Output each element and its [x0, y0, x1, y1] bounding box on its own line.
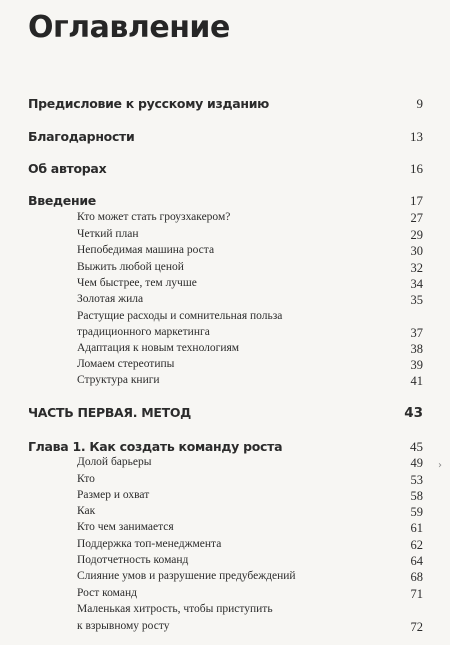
toc-entry-label: Кто может стать гроузхакером?: [77, 211, 231, 223]
toc-entry-label: Маленькая хитрость, чтобы приступить: [77, 603, 273, 615]
toc-entry-page: 58: [410, 489, 423, 503]
toc-entry-page: 17: [410, 193, 423, 208]
toc-entry-label: Кто чем занимается: [77, 521, 174, 533]
toc-entry-page: 62: [410, 538, 423, 552]
page-title: Оглавление: [28, 10, 230, 45]
toc-entry-acknowledgements: [0, 129, 450, 149]
toc-entry-page: 30: [410, 244, 423, 258]
toc-entry-page: 41: [410, 374, 423, 388]
toc-entry-label: Непобедимая машина роста: [77, 244, 215, 256]
toc-entry-page: 43: [404, 405, 423, 421]
toc-entry-page: 32: [410, 261, 423, 275]
toc-entry-page: 68: [410, 570, 423, 584]
toc-subentry: [0, 374, 450, 394]
toc-entry-page: 72: [410, 620, 423, 634]
toc-entry-label: Благодарности: [28, 129, 135, 144]
toc-entry-page: 29: [410, 228, 423, 242]
toc-entry-label: Подотчетность команд: [77, 554, 189, 566]
toc-entry-page: 35: [410, 293, 423, 307]
toc-entry-label: Долой барьеры: [77, 456, 152, 468]
toc-entry-label: Золотая жила: [77, 293, 144, 305]
toc-entry-label: Выжить любой ценой: [77, 261, 184, 273]
toc-entry-page: 64: [410, 554, 423, 568]
toc-entry-label: Поддержка топ-менеджмента: [77, 538, 222, 550]
toc-part-heading: [0, 405, 450, 425]
toc-entry-page: 39: [410, 358, 423, 372]
toc-entry-label: Предисловие к русскому изданию: [28, 96, 270, 111]
toc-entry-page: 38: [410, 342, 423, 356]
toc-entry-authors: [0, 161, 450, 181]
toc-entry-page: 16: [410, 161, 423, 176]
toc-entry-label: Ломаем стереотипы: [77, 358, 175, 370]
toc-entry-label: Слияние умов и разрушение предубеждений: [77, 570, 296, 582]
toc-entry-label: ЧАСТЬ ПЕРВАЯ. МЕТОД: [28, 405, 192, 420]
toc-entry-page: 13: [410, 129, 423, 144]
toc-entry-label: Рост команд: [77, 587, 137, 599]
toc-entry-label: Растущие расходы и сомнительная польза: [77, 310, 283, 322]
toc-entry-page: 59: [410, 505, 423, 519]
toc-entry-label: Кто: [77, 473, 95, 485]
toc-entry-label: Адаптация к новым технологиям: [77, 342, 240, 354]
toc-entry-label: к взрывному росту: [77, 620, 170, 632]
margin-mark-icon: ›: [438, 460, 442, 471]
toc-entry-label: Чем быстрее, тем лучше: [77, 277, 197, 289]
toc-entry-page: 71: [410, 587, 423, 601]
toc-entry-page: 37: [410, 326, 423, 340]
toc-entry-introduction: [0, 193, 450, 213]
toc-entry-page: 34: [410, 277, 423, 291]
toc-entry-label: Глава 1. Как создать команду роста: [28, 439, 283, 454]
toc-subentry: [0, 620, 450, 640]
toc-entry-label: Структура книги: [77, 374, 160, 386]
toc-entry-label: Введение: [28, 193, 96, 208]
toc-entry-page: 49: [410, 456, 423, 470]
toc-entry-label: Об авторах: [28, 161, 107, 176]
toc-entry-page: 61: [410, 521, 423, 535]
toc-entry-label: Размер и охват: [77, 489, 150, 501]
toc-entry-label: Четкий план: [77, 228, 139, 240]
toc-entry-page: 45: [410, 439, 423, 454]
toc-entry-label: традиционного маркетинга: [77, 326, 210, 338]
toc-entry-page: 9: [416, 96, 423, 111]
toc-entry-preface: [0, 96, 450, 116]
toc-entry-label: Как: [77, 505, 96, 517]
toc-entry-page: 27: [410, 211, 423, 225]
toc-entry-page: 53: [410, 473, 423, 487]
